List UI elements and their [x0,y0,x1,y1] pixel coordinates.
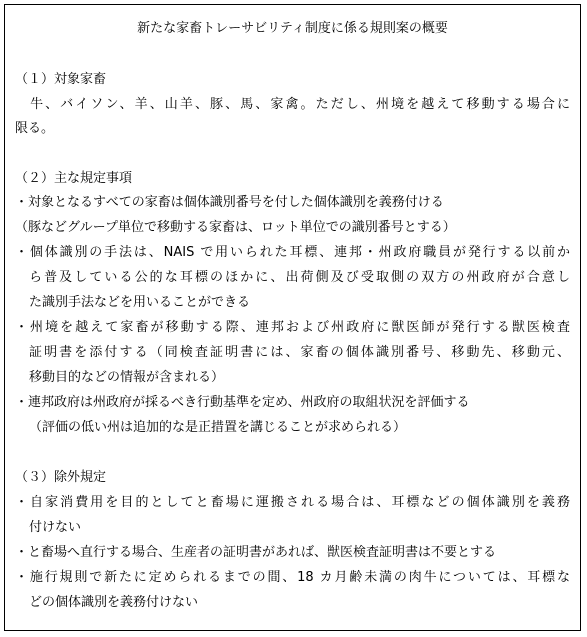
section-2-bullet-3-line-3: 移動目的などの情報が含まれる） [29,370,225,385]
section-3-bullet-1-line-2: 付けない [29,520,82,535]
section-2-bullet-2-line-1: ・個体識別の手法は、NAIS で用いられた耳標、連邦・州政府職員が発行する以前か [15,245,570,260]
section-3-bullet-3-line-1: ・施行規則で新たに定められるまでの間、18 カ月齢未満の肉牛については、耳標な [15,570,570,585]
section-1-heading: （１）対象家畜 [15,72,107,87]
section-2-bullet-1: ・対象となるすべての家畜は個体識別番号を付した個体識別を義務付ける [15,195,444,210]
section-2-heading: （２）主な規定事項 [15,171,133,186]
section-2-bullet-1-note: （豚などグループ単位で移動する家畜は、ロット単位での識別番号とする） [15,220,456,235]
section-2-bullet-2-line-3: た識別手法などを用いることができる [29,295,251,310]
section-2-bullet-4-line-1: ・連邦政府は州政府が採るべき行動基準を定め、州政府の取組状況を評価する [15,395,470,410]
section-1-text-line-1: 牛、バイソン、羊、山羊、豚、馬、家禽。ただし、州境を越えて移動する場合に [15,97,570,112]
section-2-bullet-2-line-2: ら普及している公的な耳標のほかに、出荷側及び受取側の双方の州政府が合意し [29,270,570,285]
section-1-text-line-2: 限る。 [15,121,55,136]
section-2-bullet-3-line-1: ・州境を越えて家畜が移動する際、連邦および州政府に獣医師が発行する獣医検査 [15,320,570,335]
section-2-bullet-3-line-2: 証明書を添付する（同検査証明書には、家畜の個体識別番号、移動先、移動元、 [29,345,570,360]
section-3-bullet-2: ・と畜場へ直行する場合、生産者の証明書があれば、獣医検査証明書は不要とする [15,545,497,560]
section-2-bullet-4-line-2: （評価の低い州は追加的な是正措置を講じることが求められる） [29,420,407,435]
section-3-heading: （３）除外規定 [15,470,107,485]
section-3-bullet-3-line-2: どの個体識別を義務付けない [29,595,199,610]
summary-box [4,4,581,631]
document-title: 新たな家畜トレーサビリティ制度に係る規則案の概要 [137,21,448,36]
section-3-bullet-1-line-1: ・自家消費用を目的としてと畜場に運搬される場合は、耳標などの個体識別を義務 [15,495,570,510]
